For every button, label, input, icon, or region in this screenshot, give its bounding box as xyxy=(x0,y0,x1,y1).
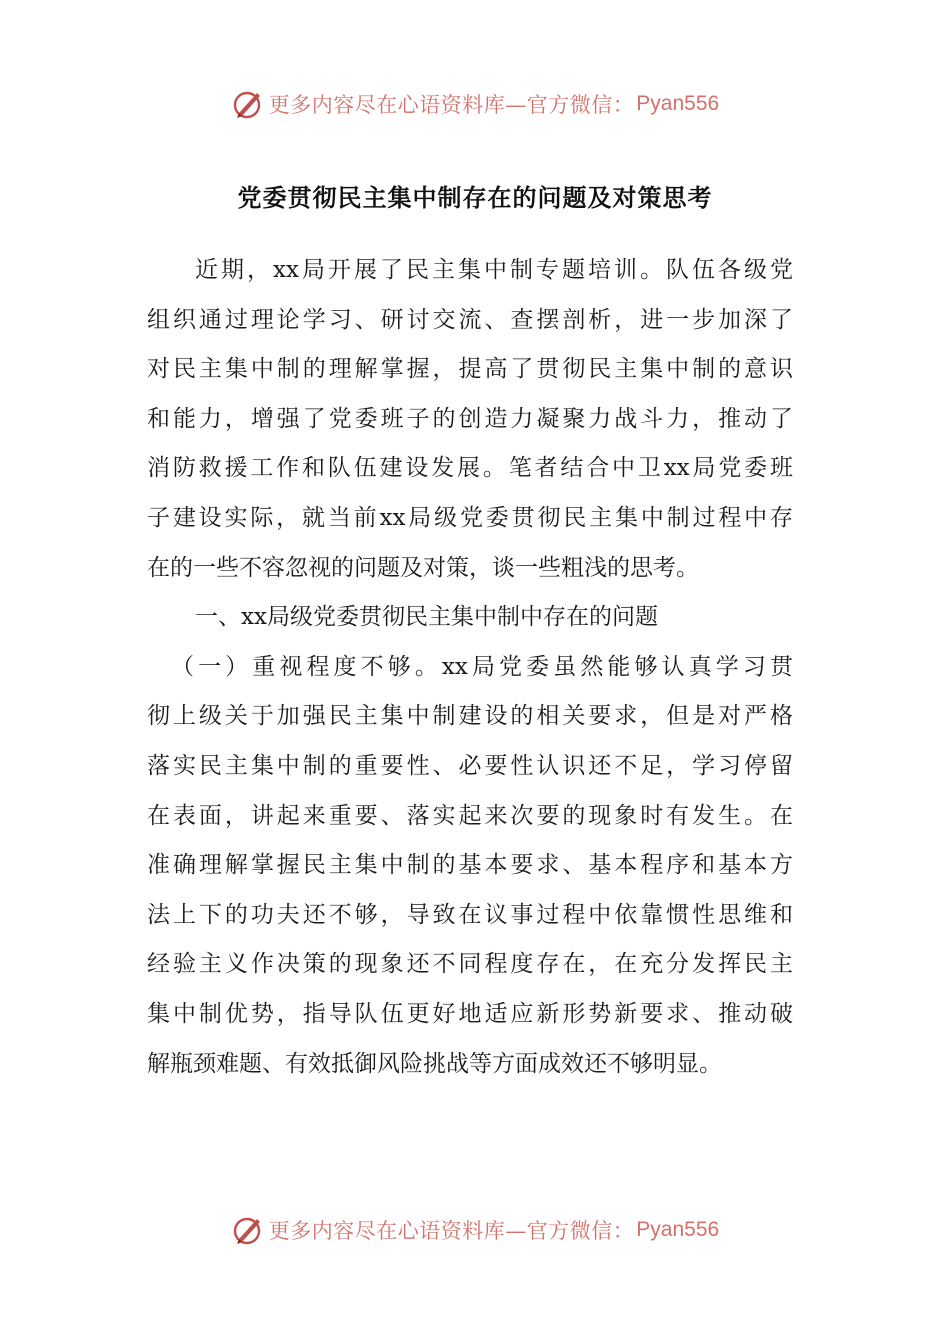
body-line: 彻上级关于加强民主集中制建设的相关要求，但是对严格 xyxy=(147,703,793,730)
body-line: 在表面，讲起来重要、落实起来次要的现象时有发生。在 xyxy=(147,802,793,829)
pen-circle-logo-icon xyxy=(231,87,265,121)
header-banner-id: Pyan556 xyxy=(636,92,720,115)
section-heading: 一、xx局级党委贯彻民主集中制中存在的问题 xyxy=(195,604,658,631)
pen-circle-logo-icon xyxy=(231,1213,265,1247)
footer-watermark-banner xyxy=(0,1210,950,1250)
body-line: 近期，xx局开展了民主集中制专题培训。队伍各级党 xyxy=(195,257,793,283)
body-line: 准确理解掌握民主集中制的基本要求、基本程序和基本方 xyxy=(147,852,793,879)
body-line: 和能力，增强了党委班子的创造力凝聚力战斗力，推动了 xyxy=(147,405,793,432)
document-title: 党委贯彻民主集中制存在的问题及对策思考 xyxy=(237,184,713,212)
footer-banner-id: Pyan556 xyxy=(636,1218,720,1241)
body-line: （一）重视程度不够。xx局党委虽然能够认真学习贯 xyxy=(171,653,793,680)
body-line: 对民主集中制的理解掌握，提高了贯彻民主集中制的意识 xyxy=(147,356,793,383)
body-line: 集中制优势，指导队伍更好地适应新形势新要求、推动破 xyxy=(147,1000,793,1027)
footer-banner-text: 更多内容尽在心语资料库—官方微信： xyxy=(268,1219,635,1243)
header-banner-text: 更多内容尽在心语资料库—官方微信： xyxy=(268,93,635,117)
body-line: 解瓶颈难题、有效抵御风险挑战等方面成效还不够明显。 xyxy=(147,1050,722,1077)
body-line: 法上下的功夫还不够，导致在议事过程中依靠惯性思维和 xyxy=(147,901,793,928)
body-line: 在的一些不容忽视的问题及对策，谈一些粗浅的思考。 xyxy=(147,554,699,581)
header-watermark-banner xyxy=(0,84,950,124)
document-body xyxy=(147,246,793,1089)
body-line: 落实民主集中制的重要性、必要性认识还不足，学习停留 xyxy=(147,752,793,779)
body-line: 组织通过理论学习、研讨交流、查摆剖析，进一步加深了 xyxy=(147,306,793,333)
body-line: 消防救援工作和队伍建设发展。笔者结合中卫xx局党委班 xyxy=(147,455,793,482)
body-line: 子建设实际，就当前xx局级党委贯彻民主集中制过程中存 xyxy=(147,504,793,531)
body-line: 经验主义作决策的现象还不同程度存在，在充分发挥民主 xyxy=(147,951,793,978)
